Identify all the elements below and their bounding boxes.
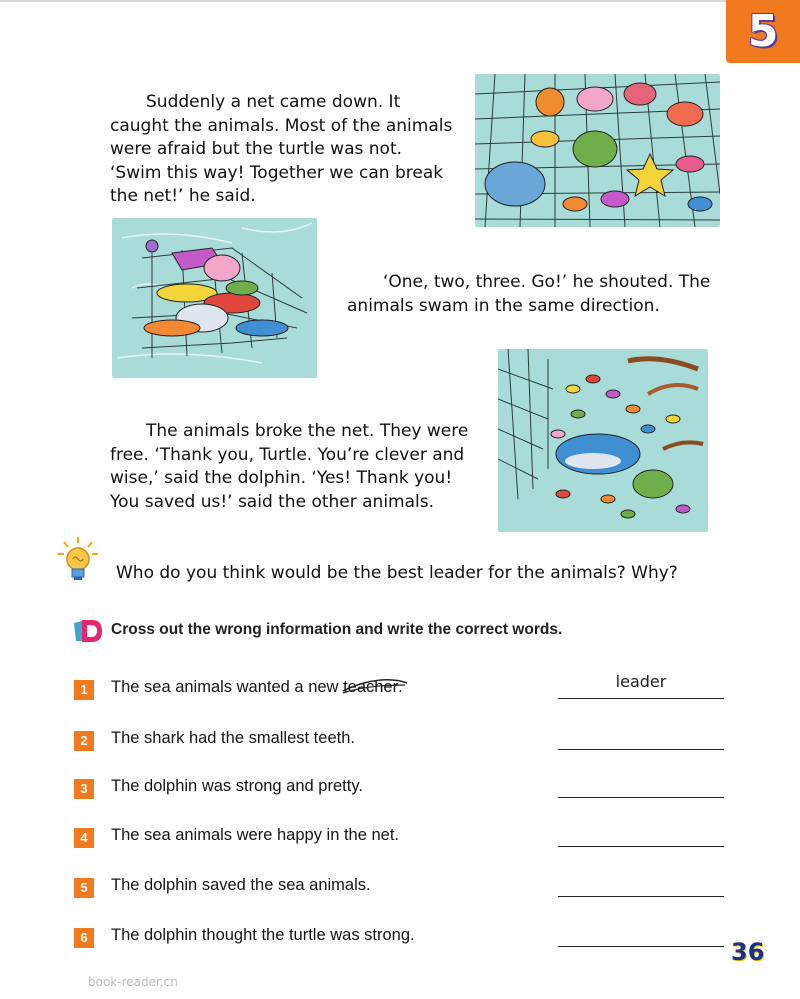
exercise-instruction: Cross out the wrong information and write the correct words. bbox=[111, 621, 563, 638]
exercise-sentence: The sea animals were happy in the net. bbox=[111, 826, 400, 844]
story-line: the net!’ he said. bbox=[110, 186, 256, 206]
illustration-animals-free bbox=[498, 349, 708, 532]
exercise-d-icon bbox=[72, 617, 104, 645]
story-paragraph-2 bbox=[347, 271, 710, 318]
item-number-badge: 1 bbox=[74, 680, 94, 700]
item-number-badge: 6 bbox=[74, 928, 94, 948]
exercise-sentence: The dolphin thought the turtle was strong. bbox=[111, 926, 415, 944]
story-line: animals swam in the same direction. bbox=[347, 295, 660, 316]
story-paragraph-1 bbox=[110, 91, 452, 209]
story-line: Suddenly a net came down. It bbox=[146, 92, 401, 112]
answer-line[interactable] bbox=[558, 698, 724, 699]
story-line: ‘One, two, three. Go!’ he shouted. The bbox=[383, 272, 711, 292]
exercise-item-6 bbox=[74, 926, 734, 952]
exercise-item-3 bbox=[74, 777, 734, 803]
answer-line[interactable] bbox=[558, 896, 724, 897]
crossed-out-word bbox=[343, 678, 398, 697]
lightbulb-icon bbox=[58, 537, 98, 583]
story-paragraph-3 bbox=[110, 420, 468, 514]
exercise-item-5 bbox=[74, 876, 734, 902]
exercise-item-1 bbox=[74, 672, 734, 704]
page-number: 36 bbox=[731, 938, 765, 966]
answer-line[interactable] bbox=[558, 946, 724, 947]
story-line: caught the animals. Most of the animals bbox=[110, 115, 453, 136]
watermark: book-reader.cn bbox=[88, 975, 178, 989]
sentence-end: . bbox=[398, 678, 403, 696]
story-line: ‘Swim this way! Together we can break bbox=[110, 162, 444, 183]
item-number-badge: 3 bbox=[74, 779, 94, 799]
answer-line[interactable] bbox=[558, 749, 724, 750]
think-question: Who do you think would be the best leader for the animals? Why? bbox=[116, 563, 678, 583]
exercise-sentence: The dolphin was strong and pretty. bbox=[111, 777, 363, 795]
exercise-sentence: The dolphin saved the sea animals. bbox=[111, 876, 371, 894]
answer-line[interactable] bbox=[558, 846, 724, 847]
exercise-sentence bbox=[111, 678, 403, 697]
answer-text: leader bbox=[615, 672, 667, 691]
unit-number: 5 bbox=[747, 6, 779, 57]
story-line: were afraid but the turtle was not. bbox=[110, 139, 403, 159]
item-number-badge: 4 bbox=[74, 828, 94, 848]
exercise-sentence: The shark had the smallest teeth. bbox=[111, 729, 355, 747]
exercise-item-4 bbox=[74, 826, 734, 852]
illustration-animals-swimming bbox=[112, 218, 317, 378]
story-line: free. ‘Thank you, Turtle. You’re clever and bbox=[110, 444, 465, 465]
exercise-item-2 bbox=[74, 729, 734, 755]
sentence-text: The sea animals wanted a new bbox=[111, 678, 344, 696]
item-number-badge: 2 bbox=[74, 731, 94, 751]
item-number-badge: 5 bbox=[74, 878, 94, 898]
unit-badge bbox=[726, 0, 800, 63]
illustration-animals-in-net bbox=[475, 74, 720, 227]
answer-line[interactable] bbox=[558, 797, 724, 798]
crossed-word-text: teacher bbox=[343, 678, 399, 696]
story-line: You saved us!’ said the other animals. bbox=[110, 491, 435, 512]
strikethrough-mark bbox=[341, 676, 409, 698]
top-edge-divider bbox=[0, 0, 800, 2]
story-line: The animals broke the net. They were bbox=[146, 421, 469, 441]
story-line: wise,’ said the dolphin. ‘Yes! Thank you! bbox=[110, 468, 453, 488]
